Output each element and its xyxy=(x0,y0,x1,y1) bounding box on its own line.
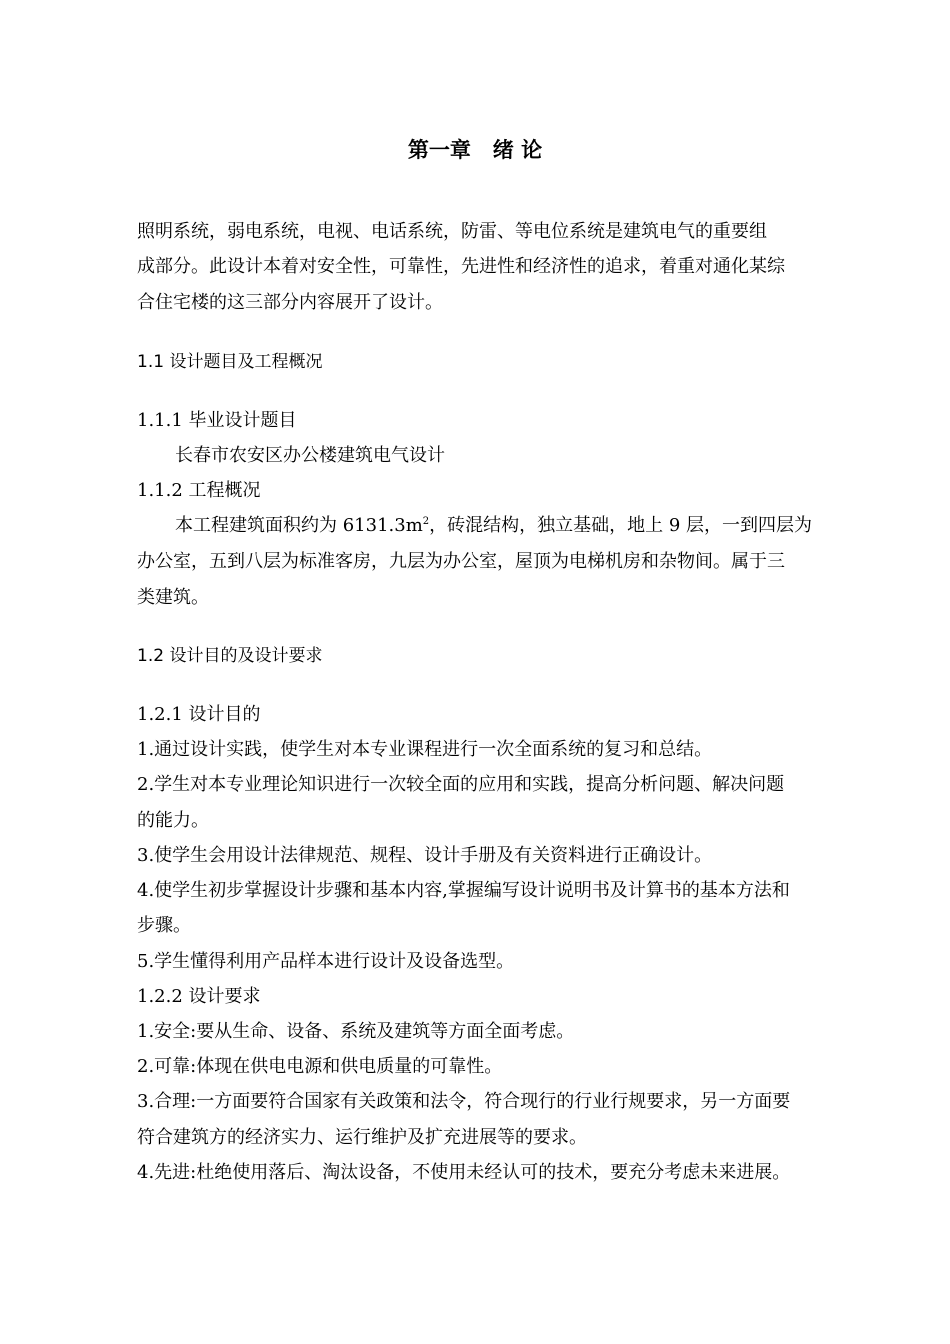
purpose-line-5: 4.使学生初步掌握设计步骤和基本内容,掌握编写设计说明书及计算书的基本方法和 xyxy=(137,880,790,901)
requirement-line-5: 4.先进:杜绝使用落后、淘汰设备，不使用未经认可的技术，要充分考虑未来进展。 xyxy=(137,1162,791,1183)
intro-line-2: 成部分。此设计本着对安全性，可靠性，先进性和经济性的追求，着重对通化某综 xyxy=(137,256,785,277)
purpose-line-2: 2.学生对本专业理论知识进行一次较全面的应用和实践，提高分析问题、解决问题 xyxy=(137,774,785,795)
section-1-2-heading: 1.2 设计目的及设计要求 xyxy=(137,646,323,666)
subsection-1-1-2-heading: 1.1.2 工程概况 xyxy=(137,480,261,501)
chapter-title: 第一章 绪 论 xyxy=(407,138,543,162)
intro-line-1: 照明系统，弱电系统，电视、电话系统，防雷、等电位系统是建筑电气的重要组 xyxy=(137,221,767,242)
requirement-line-1: 1.安全:要从生命、设备、系统及建筑等方面全面考虑。 xyxy=(137,1021,575,1042)
subsection-1-2-2-heading: 1.2.2 设计要求 xyxy=(137,986,261,1007)
requirement-line-3: 3.合理:一方面要符合国家有关政策和法令，符合现行的行业行规要求，另一方面要 xyxy=(137,1091,791,1112)
project-title: 长春市农安区办公楼建筑电气设计 xyxy=(175,445,445,466)
overview-line-2: 办公室，五到八层为标准客房，九层为办公室，屋顶为电梯机房和杂物间。属于三 xyxy=(137,551,785,572)
purpose-line-1: 1.通过设计实践，使学生对本专业课程进行一次全面系统的复习和总结。 xyxy=(137,739,713,760)
purpose-line-6: 步骤。 xyxy=(137,915,191,936)
section-1-1-heading: 1.1 设计题目及工程概况 xyxy=(137,352,323,372)
intro-line-3: 合住宅楼的这三部分内容展开了设计。 xyxy=(137,292,443,313)
purpose-line-3: 的能力。 xyxy=(137,810,209,831)
overview-line-1-pre: 本工程建筑面积约为 6131.3m xyxy=(175,515,423,536)
overview-line-1-post: ，砖混结构，独立基础，地上 9 层，一到四层为 xyxy=(429,515,813,536)
subsection-1-2-1-heading: 1.2.1 设计目的 xyxy=(137,704,261,725)
subsection-1-1-1-heading: 1.1.1 毕业设计题目 xyxy=(137,410,297,431)
overview-line-1 xyxy=(175,514,875,538)
purpose-line-7: 5.学生懂得利用产品样本进行设计及设备选型。 xyxy=(137,951,515,972)
overview-line-3: 类建筑。 xyxy=(137,587,209,608)
requirement-line-2: 2.可靠:体现在供电电源和供电质量的可靠性。 xyxy=(137,1056,503,1077)
area-unit-superscript: 2 xyxy=(422,516,430,527)
requirement-line-4: 符合建筑方的经济实力、运行维护及扩充进展等的要求。 xyxy=(137,1127,587,1148)
purpose-line-4: 3.使学生会用设计法律规范、规程、设计手册及有关资料进行正确设计。 xyxy=(137,845,713,866)
